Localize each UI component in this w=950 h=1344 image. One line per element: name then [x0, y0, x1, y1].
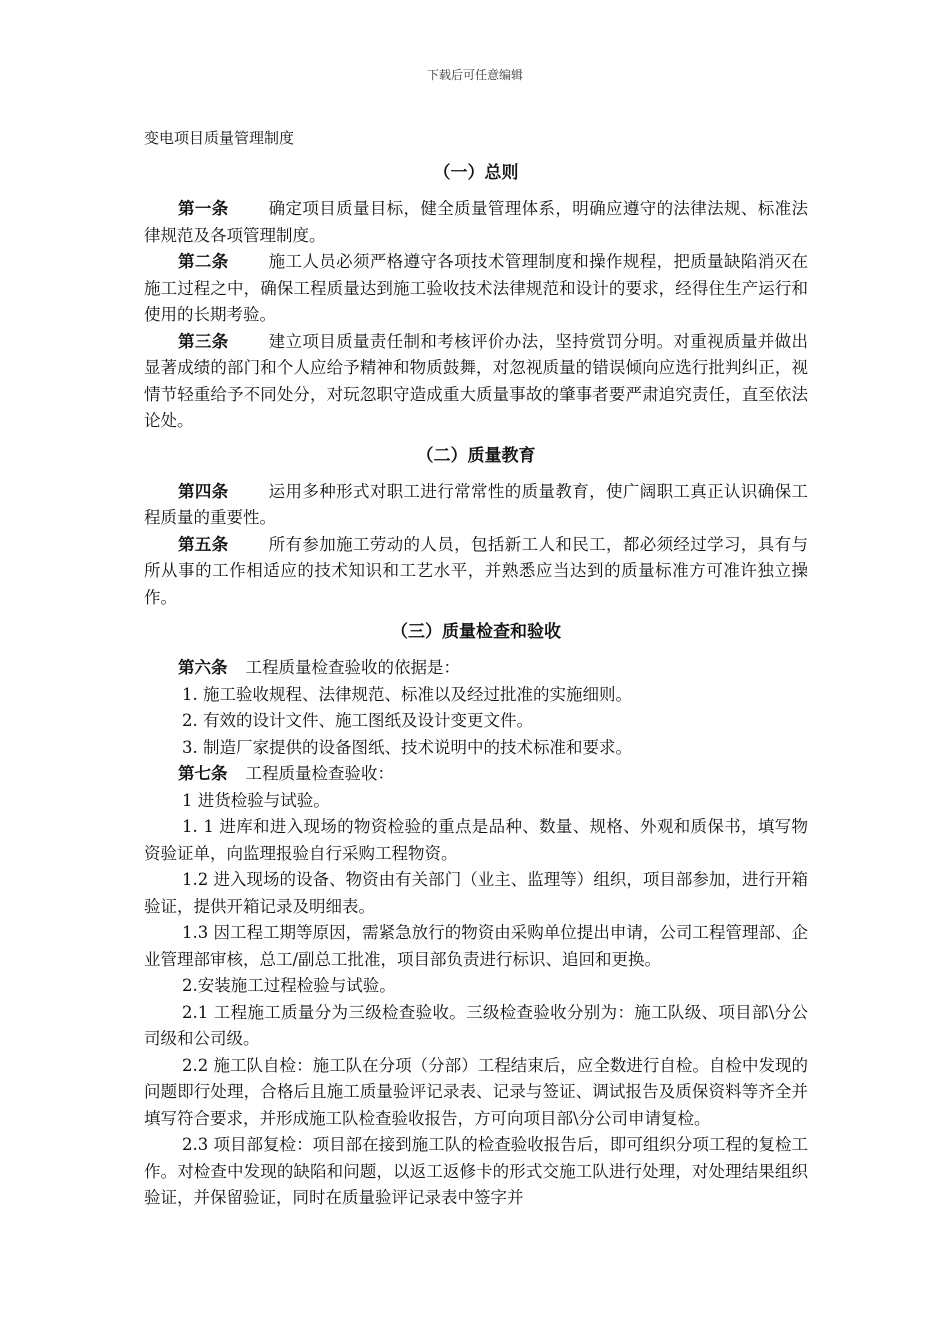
article-label: 第六条: [178, 658, 228, 677]
article-text: 所有参加施工劳动的人员，包括新工人和民工，都必须经过学习，具有与所从事的工作相适应的技术知识和工艺水平，并熟悉应当达到的质量标准方可准许独立操作。: [144, 534, 809, 607]
article-text: 工程质量检查验收：: [245, 764, 394, 783]
subheading-incoming-inspection: 1 进货检验与试验。: [182, 790, 330, 810]
document-body: [144, 160, 808, 1212]
subheading-installation-inspection: 2.安装施工过程检验与试验。: [182, 976, 396, 995]
article-7: [144, 761, 808, 788]
article-label: 第一条: [178, 199, 229, 218]
article-2: [144, 249, 808, 329]
section-heading-inspection: （三）质量检查和验收: [391, 622, 561, 642]
article-text: 建立项目质量责任制和考核评价办法，坚持赏罚分明。对重视质量并做出显著成绩的部门和个人应给予精神和物质鼓舞，对忽视质量的错误倾向应选行批判纠正，视情节轻重给予不同处分，对玩忽职守造成重大质量事故的肇事者要严肃追究责任，直至依法论处。: [144, 331, 809, 430]
paragraph-2-2: 2.2 施工队自检：施工队在分项（分部）工程结束后，应全数进行自检。自检中发现的问题即行处理，合格后且施工质量验评记录表、记录与签证、调试报告及质保资料等齐全并填写符合要求，并形成施工队检查验收报告，方可向项目部\分公司申请复检。: [144, 1055, 808, 1128]
article-label: 第二条: [178, 252, 229, 271]
article-label: 第七条: [178, 764, 228, 783]
paragraph-1-2: 1.2 进入现场的设备、物资由有关部门（业主、监理等）组织，项目部参加，进行开箱验证，提供开箱记录及明细表。: [144, 870, 808, 916]
paragraph-2-1: 2.1 工程施工质量分为三级检查验收。三级检查验收分别为：施工队级、项目部\分公司级和公司级。: [144, 1002, 808, 1048]
article-text: 确定项目质量目标，健全质量管理体系，明确应遵守的法律法规、标准法律规范及各项管理制度。: [144, 199, 809, 245]
list-item: 2. 有效的设计文件、施工图纸及设计变更文件。: [182, 711, 533, 730]
paragraph-1-1: 1. 1 进库和进入现场的物资检验的重点是品种、数量、规格、外观和质保书，填写物资验证单，向监理报验自行采购工程物资。: [144, 817, 808, 863]
list-item: 1. 施工验收规程、法律规范、标准以及经过批准的实施细则。: [182, 684, 632, 704]
article-label: 第三条: [178, 331, 229, 351]
article-text: 运用多种形式对职工进行常常性的质量教育，使广阔职工真正认识确保工程质量的重要性。: [144, 481, 809, 527]
list-item: 3. 制造厂家提供的设备图纸、技术说明中的技术标准和要求。: [182, 737, 632, 757]
article-text: 工程质量检查验收的依据是：: [245, 658, 460, 677]
article-5: [144, 532, 808, 612]
article-label: 第五条: [178, 534, 229, 554]
article-3: [144, 329, 808, 435]
article-text: 施工人员必须严格遵守各项技术管理制度和操作规程，把质量缺陷消灭在施工过程之中，确保工程质量达到施工验收技术法律规范和设计的要求，经得住生产运行和使用的长期考验。: [144, 252, 809, 324]
article-6: [144, 655, 808, 682]
header-note: 下载后可任意编辑: [426, 68, 523, 82]
section-heading-general: （一）总则: [433, 163, 519, 183]
paragraph-2-3: 2.3 项目部复检：项目部在接到施工队的检查验收报告后，即可组织分项工程的复检工作。对检查中发现的缺陷和问题，以返工返修卡的形式交施工队进行处理，对处理结果组织验证，并保留验证，同时在质量验评记录表中签字并: [144, 1135, 808, 1207]
article-4: [144, 479, 808, 532]
section-heading-quality-education: （二）质量教育: [416, 445, 536, 466]
paragraph-1-3: 1.3 因工程工期等原因，需紧急放行的物资由采购单位提出申请，公司工程管理部、企业管理部审核，总工/副总工批准，项目部负责进行标识、追回和更换。: [144, 923, 808, 969]
document-title: 变电项目质量管理制度: [144, 129, 295, 147]
article-1: [144, 196, 808, 249]
article-label: 第四条: [178, 481, 229, 501]
